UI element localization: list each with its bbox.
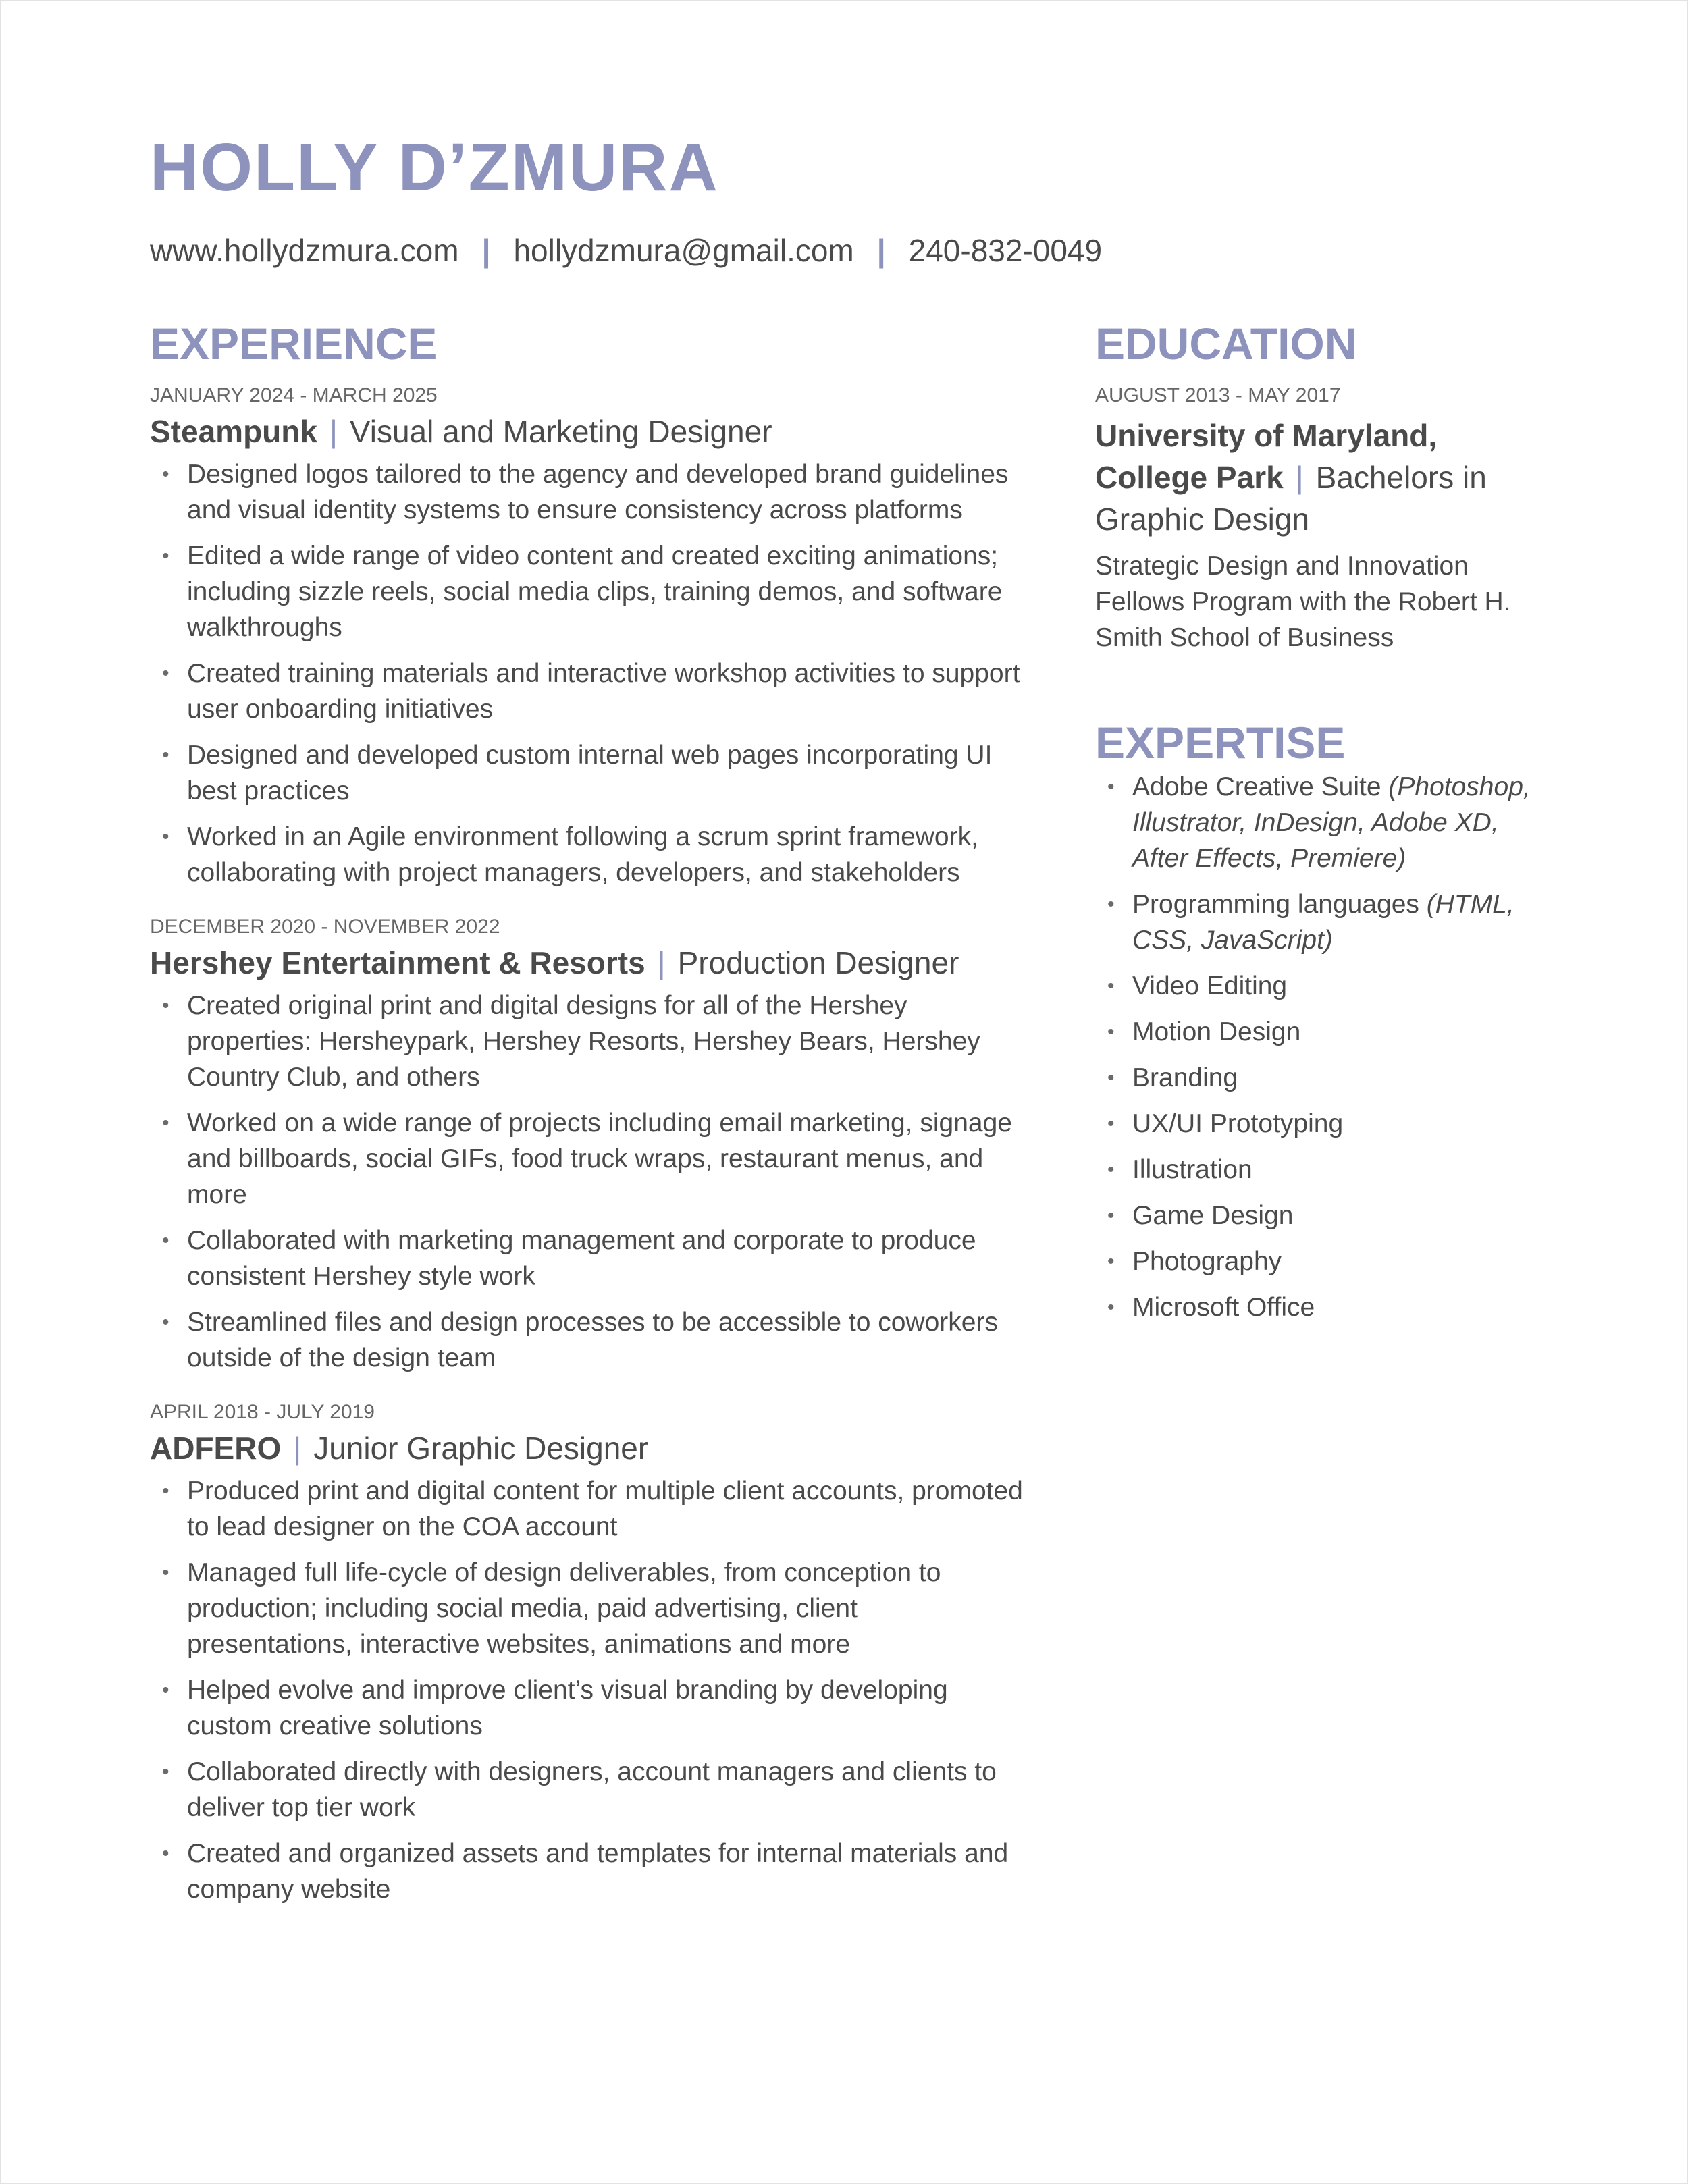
expertise-detail: (Photoshop, Illustrator, InDesign, Adobe XD, After Effects, Premiere) (1132, 772, 1531, 873)
expertise-item (1095, 1244, 1554, 1279)
job-bullet: • Created and organized assets and templates for internal materials and company website (150, 1836, 1028, 1907)
experience-section (150, 319, 1028, 1932)
job-entry (150, 383, 1028, 890)
phone-number[interactable]: 240-832-0049 (908, 233, 1103, 268)
expertise-item (1095, 968, 1554, 1004)
expertise-heading: EXPERTISE (1095, 717, 1346, 768)
job-entry (150, 915, 1028, 1376)
candidate-name: HOLLY D’ZMURA (150, 130, 719, 205)
role-separator: | (293, 1431, 302, 1466)
expertise-section (1095, 718, 1554, 1325)
job-bullet: • Worked in an Agile environment following a scrum sprint framework, collaborating with project managers, developers, and stakeholders (150, 819, 1028, 890)
job-title: Visual and Marketing Designer (349, 413, 772, 449)
expertise-item (1095, 769, 1554, 876)
contact-separator: | (876, 233, 886, 268)
expertise-label: Motion Design (1132, 1017, 1301, 1046)
expertise-label: Branding (1132, 1063, 1238, 1092)
job-bullets (150, 988, 1028, 1376)
job-role-line (150, 942, 1028, 984)
job-bullets (150, 1473, 1028, 1907)
degree-name: Bachelors in Graphic Design (1095, 459, 1487, 537)
role-separator: | (329, 413, 338, 449)
education-separator: | (1295, 459, 1304, 495)
expertise-list (1095, 769, 1554, 1325)
job-role-line (150, 410, 1028, 452)
job-bullet: • Worked on a wide range of projects including email marketing, signage and billboards, social GIFs, food truck wraps, restaurant menus, and more (150, 1105, 1028, 1213)
job-bullet: • Collaborated with marketing management and corporate to produce consistent Hershey style work (150, 1223, 1028, 1294)
job-bullet: • Designed logos tailored to the agency and developed brand guidelines and visual identity systems to ensure consistency across platforms (150, 456, 1028, 528)
company-name: Hershey Entertainment & Resorts (150, 944, 645, 980)
expertise-label: Photography (1132, 1246, 1282, 1276)
expertise-item (1095, 1014, 1554, 1050)
education-dates: AUGUST 2013 - MAY 2017 (1095, 383, 1341, 406)
expertise-label: Adobe Creative Suite (1132, 772, 1381, 801)
job-role-line (150, 1427, 1028, 1469)
sidebar-column (1095, 319, 1554, 1335)
expertise-item (1095, 886, 1554, 958)
job-bullet: • Produced print and digital content for multiple client accounts, promoted to lead designer on the COA account (150, 1473, 1028, 1545)
job-bullet: • Collaborated directly with designers, account managers and clients to deliver top tier work (150, 1754, 1028, 1826)
job-title: Production Designer (677, 944, 959, 980)
expertise-label: Programming languages (1132, 889, 1419, 919)
job-bullet: • Helped evolve and improve client’s visual branding by developing custom creative solutions (150, 1672, 1028, 1744)
expertise-label: Microsoft Office (1132, 1292, 1315, 1322)
expertise-label: Video Editing (1132, 971, 1288, 1001)
job-bullet: • Edited a wide range of video content and created exciting animations; including sizzle reels, social media clips, training demos, and software walkthroughs (150, 538, 1028, 645)
job-list (150, 383, 1028, 1907)
expertise-detail: (HTML, CSS, JavaScript) (1132, 889, 1514, 955)
company-name: Steampunk (150, 413, 317, 449)
contact-line (150, 232, 1102, 269)
expertise-item (1095, 1198, 1554, 1233)
education-section (1095, 319, 1554, 656)
contact-separator: | (481, 233, 491, 268)
expertise-item (1095, 1106, 1554, 1142)
job-bullet: • Created training materials and interactive workshop activities to support user onboarding initiatives (150, 656, 1028, 727)
expertise-label: Illustration (1132, 1154, 1252, 1184)
job-title: Junior Graphic Designer (313, 1431, 649, 1466)
expertise-label: Game Design (1132, 1200, 1294, 1230)
job-bullet: • Created original print and digital designs for all of the Hershey properties: Hersheypark, Hershey Resorts, Hershey Bears, Hershey Country Club, and others (150, 988, 1028, 1095)
job-bullet: • Designed and developed custom internal web pages incorporating UI best practices (150, 737, 1028, 809)
expertise-item (1095, 1152, 1554, 1188)
education-note: Strategic Design and Innovation Fellows Program with the Robert H. Smith School of Business (1095, 551, 1511, 652)
job-bullet: • Managed full life-cycle of design deliverables, from conception to production; including social media, paid advertising, client presentations, interactive websites, animations and more (150, 1555, 1028, 1662)
job-dates: JANUARY 2024 - MARCH 2025 (150, 383, 438, 406)
job-entry (150, 1400, 1028, 1907)
school-name: University of Maryland, College Park (1095, 417, 1438, 495)
website-link[interactable]: www.hollydzmura.com (150, 233, 459, 268)
email-link[interactable]: hollydzmura@gmail.com (513, 233, 854, 268)
role-separator: | (657, 944, 666, 980)
expertise-label: UX/UI Prototyping (1132, 1109, 1344, 1138)
job-bullet: • Streamlined files and design processes to be accessible to coworkers outside of the design team (150, 1304, 1028, 1376)
company-name: ADFERO (150, 1431, 282, 1466)
experience-heading: EXPERIENCE (150, 319, 438, 369)
expertise-item (1095, 1289, 1554, 1325)
job-bullets (150, 456, 1028, 890)
education-heading: EDUCATION (1095, 319, 1357, 369)
expertise-item (1095, 1060, 1554, 1096)
education-entry (1095, 415, 1554, 540)
job-dates: APRIL 2018 - JULY 2019 (150, 1401, 375, 1424)
job-dates: DECEMBER 2020 - NOVEMBER 2022 (150, 915, 500, 938)
